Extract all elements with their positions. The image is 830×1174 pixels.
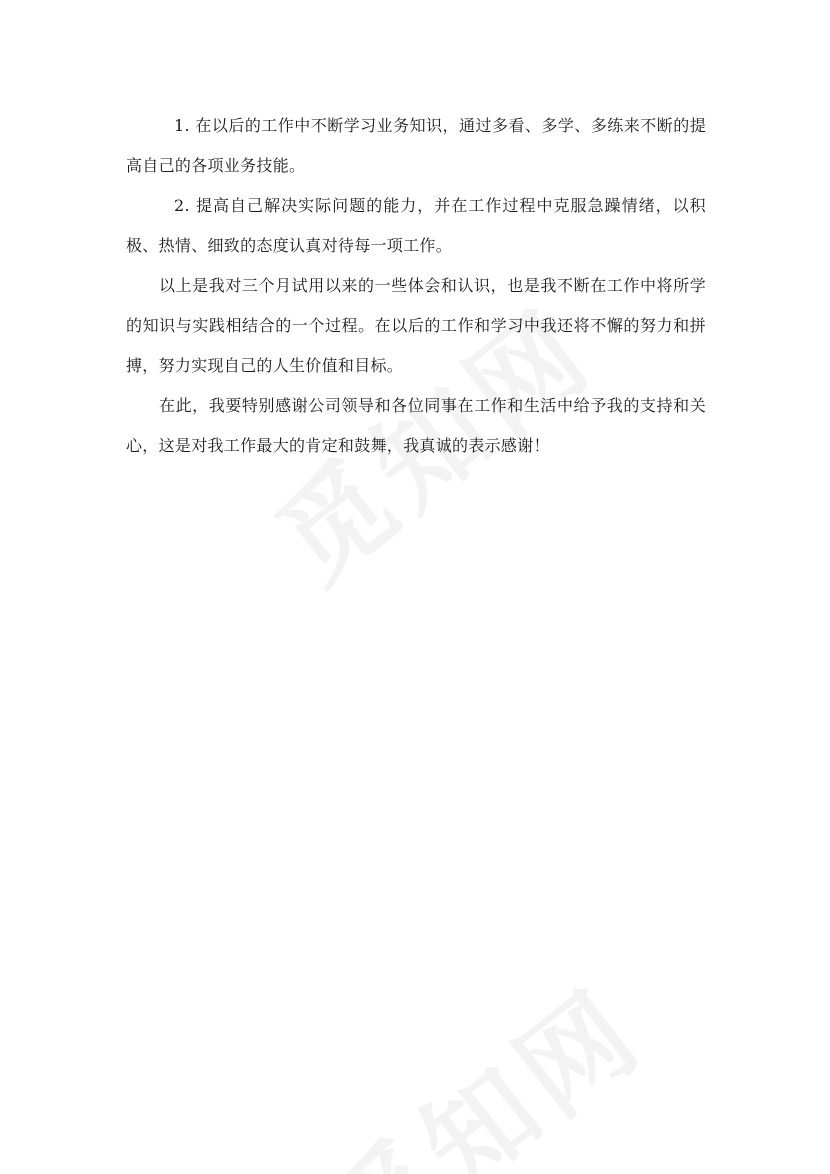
body-paragraph: 以上是我对三个月试用以来的一些体会和认识，也是我不断在工作中将所学的知识与实践相结合的一个过程。在以后的工作和学习中我还将不懈的努力和拼搏，努力实现自己的人生价值和目标。: [126, 276, 706, 375]
document-body: [126, 106, 706, 466]
body-paragraph: 在此，我要特别感谢公司领导和各位同事在工作和生活中给予我的支持和关心，这是对我工作最大的肯定和鼓舞，我真诚的表示感谢！: [126, 396, 706, 455]
list-item-paragraph: 2. 提高自己解决实际问题的能力，并在工作过程中克服急躁情绪，以积极、热情、细致的态度认真对待每一项工作。: [126, 196, 706, 255]
watermark: [290, 946, 671, 1174]
list-item-paragraph: 1. 在以后的工作中不断学习业务知识，通过多看、多学、多练来不断的提高自己的各项业务技能。: [126, 116, 706, 175]
